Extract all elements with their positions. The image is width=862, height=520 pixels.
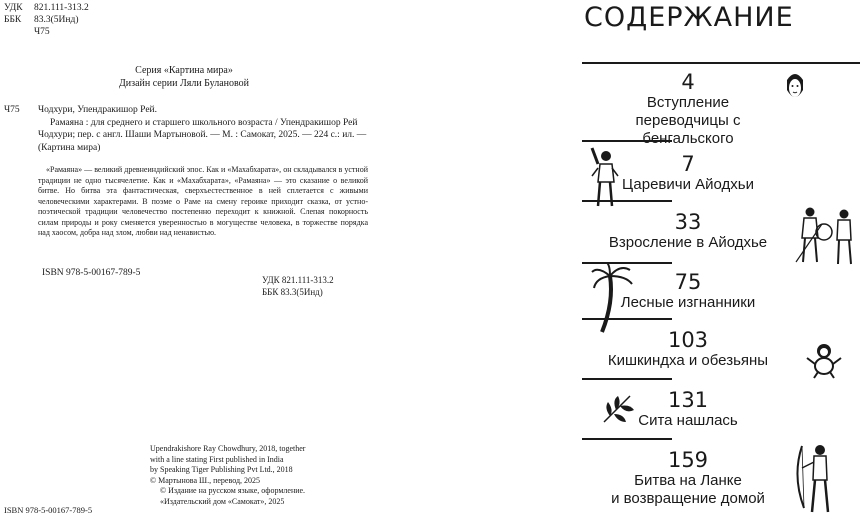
copyright-line: by Speaking Tiger Publishing Pvt Ltd., 2018 [150, 465, 293, 475]
design-line: Дизайн серии Ляли Булановой [118, 78, 250, 89]
biblio-description: Рамаяна : для среднего и старшего школьного возраста / Упендракишор Рей Чодхури; пер. с англ. Шаши Мартыновой. — М. : Самокат, 2025. — 224 с.: ил. — (Картина мира) [38, 117, 367, 153]
bbk-code: ББК 83.3(5Инд) [262, 287, 323, 297]
series-line: Серия «Картина мира» [135, 65, 233, 76]
code-row: УДК 821.111-313.2 [4, 3, 89, 13]
code-row: Ч75 [34, 27, 50, 37]
isbn: ISBN 978-5-00167-789-5 [42, 268, 141, 278]
leaves-icon [600, 392, 636, 426]
toc-entry[interactable] [588, 328, 788, 370]
toc-page-number: 75 [674, 270, 702, 294]
divider [582, 378, 672, 380]
series-block [0, 64, 368, 90]
toc-title: Взросление в Айодхье [608, 234, 768, 251]
toc-page-number: 33 [674, 210, 702, 234]
face-icon [782, 70, 808, 106]
divider [582, 62, 860, 64]
biblio-author: Чодхури, Упендракишор Рей. [38, 105, 158, 115]
toc-title: переводчицы с бенгальского [635, 112, 741, 147]
toc-entry[interactable] [588, 70, 788, 148]
toc-title: Сита нашлась [638, 412, 738, 429]
toc-entry[interactable] [588, 210, 788, 252]
toc-page-number: 4 [681, 70, 695, 94]
copyright-block [150, 444, 380, 508]
copyright-line: © Мартынова Ш., перевод, 2025 [150, 475, 261, 485]
udk-code: УДК 821.111-313.2 [262, 275, 334, 285]
toc-title: Битва на Ланке [634, 472, 742, 489]
isbn-bottom: ISBN 978-5-00167-789-5 [4, 505, 93, 515]
toc-page-number: 131 [667, 388, 709, 412]
contents-title: СОДЕРЖАНИЕ [584, 2, 794, 33]
copyright-line: with a line stating First published in India [150, 454, 284, 464]
prince-icon [588, 146, 622, 212]
monkey-icon [804, 340, 844, 380]
two-figures-icon [794, 204, 860, 268]
toc-title: Лесные изгнанники [620, 294, 756, 311]
toc-title: Кишкиндха и обезьяны [607, 352, 769, 369]
toc-page-number: 159 [667, 448, 709, 472]
code-row: ББК 83.3(5Инд) [4, 15, 79, 25]
toc-title: и возвращение домой [611, 490, 765, 507]
copyright-line: Upendrakishore Ray Chowdhury, 2018, together [150, 444, 306, 453]
palm-tree-icon [590, 262, 634, 334]
copyright-line: © Издание на русском языке, оформление. [160, 486, 306, 496]
copyright-line: «Издательский дом «Самокат», 2025 [160, 496, 285, 506]
divider [582, 438, 672, 440]
toc-entry[interactable] [588, 448, 788, 508]
bibliographic-record [38, 104, 374, 154]
catalog-codes-bottom [262, 274, 334, 298]
toc-title: Вступление [646, 94, 730, 111]
toc-title: Царевичи Айодхьи [621, 176, 754, 193]
toc-page-number: 7 [681, 152, 695, 176]
toc-page-number: 103 [667, 328, 709, 352]
archer-icon [796, 440, 840, 516]
annotation: «Рамаяна» — великий древнеиндийский эпос. Как и «Махабхарата», он складывался в устной традиции не одно тысячелетие. Как и «Махабхарата», «Рамаяна» — это сказание о великой битве. Но битва эта фантастическая, сверхъестественное в ней сплетается с живыми человеческими характерами. В поэме о Раме на смену героике приходит сказка, от устно-поэтической традиции человечество постепенно переходит к книжной. Слепая покорность силам природы и року сменяется уверенностью в могуществе человека, в торжестве порядка над хаосом, добра над злом, любви над ненавистью. [38, 165, 368, 237]
author-mark: Ч75 [4, 105, 20, 115]
catalog-codes [4, 2, 144, 38]
